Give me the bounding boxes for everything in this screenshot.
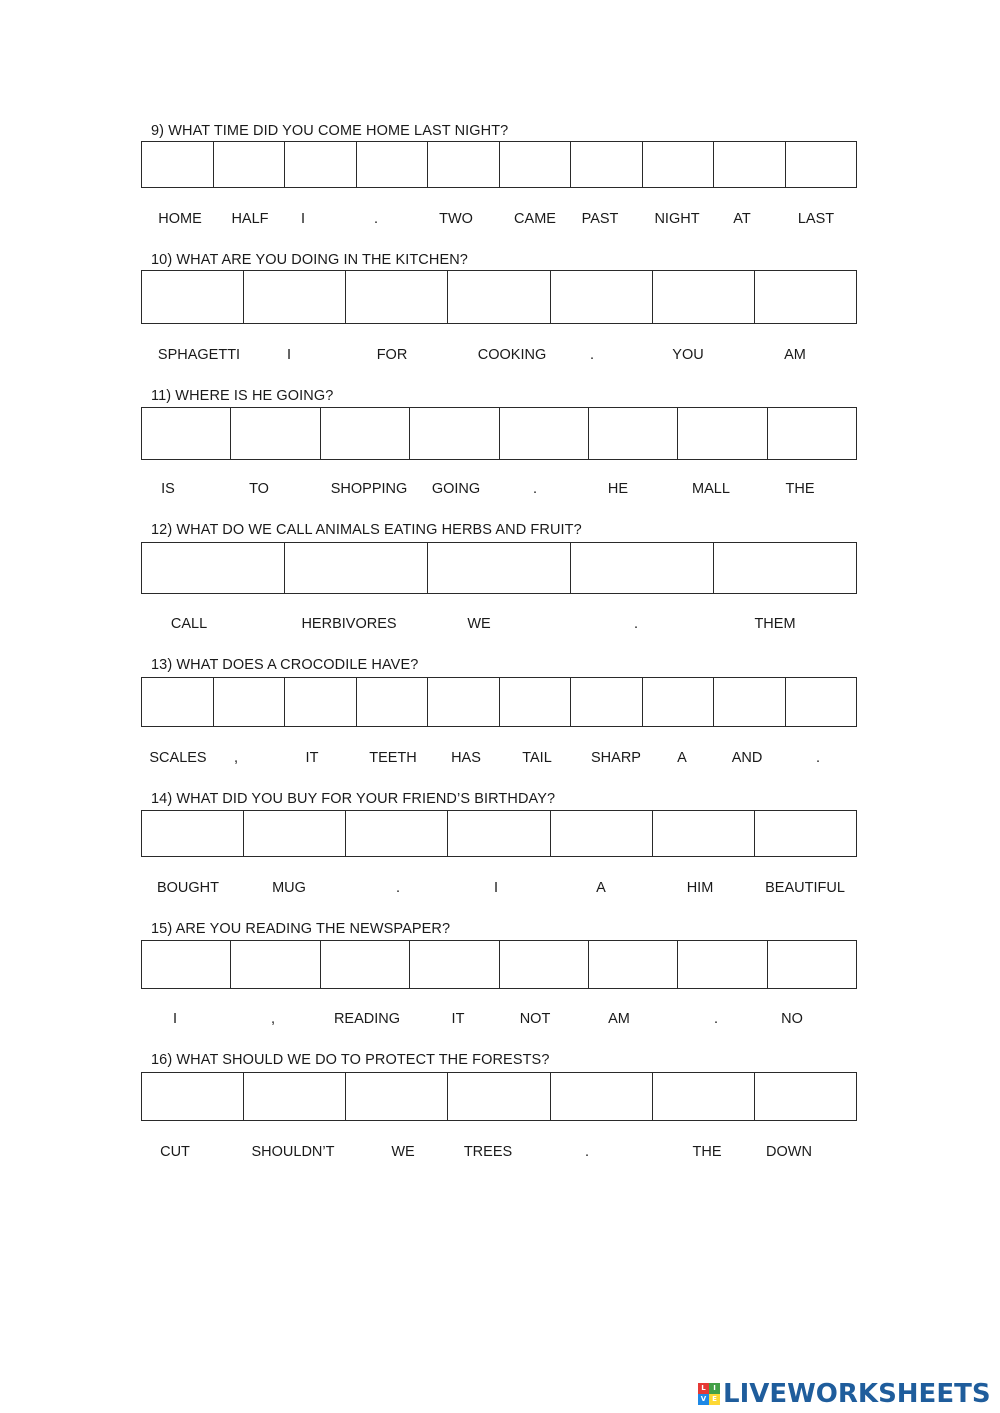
word-bank-10 <box>0 345 1000 365</box>
answer-boxes-15 <box>141 940 857 989</box>
answer-box[interactable] <box>653 1073 755 1120</box>
answer-box[interactable] <box>551 271 653 323</box>
answer-box[interactable] <box>142 1073 244 1120</box>
word-tile[interactable]: TWO <box>439 211 473 227</box>
word-tile[interactable]: TREES <box>463 1144 513 1160</box>
answer-box[interactable] <box>244 811 346 856</box>
word-tile[interactable]: HAS <box>451 750 481 766</box>
answer-box[interactable] <box>643 678 715 726</box>
word-tile[interactable]: . <box>584 1144 590 1160</box>
word-tile[interactable]: MALL <box>692 481 730 497</box>
word-tile[interactable]: THEM <box>754 616 796 632</box>
answer-box[interactable] <box>755 1073 856 1120</box>
word-tile[interactable]: HALF <box>231 211 269 227</box>
word-tile[interactable]: YOU <box>672 347 704 363</box>
question-14: 14) WHAT DID YOU BUY FOR YOUR FRIEND’S BIRTHDAY? <box>151 791 556 807</box>
answer-box[interactable] <box>357 142 429 187</box>
answer-boxes-11 <box>141 407 857 460</box>
word-bank-12 <box>0 614 1000 634</box>
word-bank-13 <box>0 748 1000 768</box>
word-tile[interactable]: HOME <box>158 211 202 227</box>
word-tile[interactable]: NOT <box>519 1011 551 1027</box>
word-tile[interactable]: GOING <box>431 481 481 497</box>
answer-box[interactable] <box>142 408 231 459</box>
word-tile[interactable]: CALL <box>170 616 208 632</box>
word-tile[interactable]: SPHAGETTI <box>157 347 241 363</box>
word-tile[interactable]: , <box>233 750 239 766</box>
answer-box[interactable] <box>231 408 320 459</box>
word-tile[interactable]: HIM <box>686 880 714 896</box>
word-tile[interactable]: PAST <box>581 211 619 227</box>
answer-box[interactable] <box>142 678 214 726</box>
answer-boxes-13 <box>141 677 857 727</box>
word-tile[interactable]: SHOULDN’T <box>251 1144 335 1160</box>
word-tile[interactable]: . <box>589 347 595 363</box>
answer-box[interactable] <box>768 408 856 459</box>
word-tile[interactable]: I <box>286 347 292 363</box>
answer-box[interactable] <box>768 941 856 988</box>
word-tile[interactable]: LAST <box>797 211 835 227</box>
question-15: 15) ARE YOU READING THE NEWSPAPER? <box>151 921 451 937</box>
answer-box[interactable] <box>755 271 856 323</box>
word-tile[interactable]: A <box>596 880 606 896</box>
word-tile[interactable]: . <box>815 750 821 766</box>
word-tile[interactable]: AM <box>608 1011 630 1027</box>
answer-box[interactable] <box>448 1073 550 1120</box>
logo-letter-i: I <box>709 1383 720 1394</box>
answer-box[interactable] <box>410 408 499 459</box>
answer-box[interactable] <box>142 811 244 856</box>
answer-box[interactable] <box>244 1073 346 1120</box>
answer-box[interactable] <box>346 271 448 323</box>
answer-box[interactable] <box>714 543 856 593</box>
answer-box[interactable] <box>285 543 428 593</box>
question-10: 10) WHAT ARE YOU DOING IN THE KITCHEN? <box>151 252 468 268</box>
word-tile[interactable]: . <box>633 616 639 632</box>
answer-box[interactable] <box>428 543 571 593</box>
word-tile[interactable]: . <box>373 211 379 227</box>
word-tile[interactable]: HE <box>607 481 629 497</box>
answer-box[interactable] <box>500 408 589 459</box>
answer-box[interactable] <box>551 1073 653 1120</box>
word-bank-15 <box>0 1009 1000 1029</box>
word-tile[interactable]: WE <box>467 616 491 632</box>
answer-box[interactable] <box>142 271 244 323</box>
word-tile[interactable]: NIGHT <box>654 211 700 227</box>
answer-box[interactable] <box>214 142 286 187</box>
answer-boxes-14 <box>141 810 857 857</box>
question-12: 12) WHAT DO WE CALL ANIMALS EATING HERBS AND FRUIT? <box>151 522 582 538</box>
answer-box[interactable] <box>321 408 410 459</box>
word-tile[interactable]: SHARP <box>591 750 641 766</box>
word-tile[interactable]: DOWN <box>766 1144 812 1160</box>
answer-box[interactable] <box>786 142 857 187</box>
word-bank-14 <box>0 878 1000 898</box>
answer-box[interactable] <box>678 408 767 459</box>
word-tile[interactable]: TAIL <box>522 750 552 766</box>
word-bank-16 <box>0 1142 1000 1162</box>
question-11: 11) WHERE IS HE GOING? <box>151 388 334 404</box>
word-tile[interactable]: READING <box>333 1011 401 1027</box>
question-9: 9) WHAT TIME DID YOU COME HOME LAST NIGHT? <box>151 123 509 139</box>
answer-box[interactable] <box>571 543 714 593</box>
word-tile[interactable]: . <box>395 880 401 896</box>
answer-box[interactable] <box>346 811 448 856</box>
brand-name: LIVEWORKSHEETS <box>723 1379 991 1409</box>
word-tile[interactable]: CAME <box>514 211 556 227</box>
logo-letter-l: L <box>698 1383 709 1394</box>
word-tile[interactable]: IS <box>161 481 175 497</box>
word-tile[interactable]: TO <box>249 481 269 497</box>
word-tile[interactable]: FOR <box>376 347 408 363</box>
answer-box[interactable] <box>321 941 410 988</box>
answer-box[interactable] <box>357 678 429 726</box>
word-tile[interactable]: AM <box>784 347 806 363</box>
liveworksheets-logo-icon <box>698 1383 720 1405</box>
answer-box[interactable] <box>142 941 231 988</box>
word-tile[interactable]: THE <box>692 1144 722 1160</box>
word-tile[interactable]: NO <box>781 1011 803 1027</box>
word-tile[interactable]: BEAUTIFUL <box>765 880 845 896</box>
word-tile[interactable]: IT <box>451 1011 465 1027</box>
answer-boxes-12 <box>141 542 857 594</box>
answer-box[interactable] <box>428 678 500 726</box>
answer-box[interactable] <box>500 142 572 187</box>
liveworksheets-logo <box>698 1379 991 1409</box>
word-tile[interactable]: MUG <box>272 880 306 896</box>
answer-box[interactable] <box>589 408 678 459</box>
answer-box[interactable] <box>500 678 572 726</box>
answer-box[interactable] <box>214 678 286 726</box>
answer-box[interactable] <box>653 811 755 856</box>
question-16: 16) WHAT SHOULD WE DO TO PROTECT THE FORESTS? <box>151 1052 550 1068</box>
word-tile[interactable]: I <box>172 1011 178 1027</box>
answer-box[interactable] <box>448 271 550 323</box>
logo-letter-e: E <box>709 1394 720 1405</box>
answer-box[interactable] <box>448 811 550 856</box>
word-tile[interactable]: . <box>532 481 538 497</box>
word-tile[interactable]: . <box>713 1011 719 1027</box>
answer-boxes-10 <box>141 270 857 324</box>
answer-box[interactable] <box>653 271 755 323</box>
answer-box[interactable] <box>589 941 678 988</box>
answer-box[interactable] <box>231 941 320 988</box>
word-tile[interactable]: SCALES <box>149 750 207 766</box>
answer-box[interactable] <box>346 1073 448 1120</box>
answer-box[interactable] <box>500 941 589 988</box>
word-tile[interactable]: WE <box>391 1144 415 1160</box>
word-bank-9 <box>0 209 1000 229</box>
word-tile[interactable]: AT <box>733 211 751 227</box>
answer-box[interactable] <box>410 941 499 988</box>
answer-box[interactable] <box>571 142 643 187</box>
answer-box[interactable] <box>714 142 786 187</box>
answer-box[interactable] <box>285 678 357 726</box>
answer-box[interactable] <box>755 811 856 856</box>
answer-box[interactable] <box>714 678 786 726</box>
word-bank-11 <box>0 479 1000 499</box>
word-tile[interactable]: I <box>493 880 499 896</box>
word-tile[interactable]: A <box>677 750 687 766</box>
answer-box[interactable] <box>643 142 715 187</box>
word-tile[interactable]: IT <box>305 750 319 766</box>
answer-box[interactable] <box>551 811 653 856</box>
word-tile[interactable]: TEETH <box>369 750 417 766</box>
answer-box[interactable] <box>571 678 643 726</box>
word-tile[interactable]: BOUGHT <box>156 880 220 896</box>
logo-letter-v: V <box>698 1394 709 1405</box>
answer-box[interactable] <box>142 543 285 593</box>
word-tile[interactable]: CUT <box>160 1144 190 1160</box>
answer-box[interactable] <box>428 142 500 187</box>
answer-box[interactable] <box>678 941 767 988</box>
word-tile[interactable]: HERBIVORES <box>301 616 397 632</box>
word-tile[interactable]: THE <box>785 481 815 497</box>
word-tile[interactable]: I <box>300 211 306 227</box>
word-tile[interactable]: SHOPPING <box>330 481 408 497</box>
answer-boxes-16 <box>141 1072 857 1121</box>
word-tile[interactable]: COOKING <box>477 347 547 363</box>
word-tile[interactable]: , <box>270 1011 276 1027</box>
question-13: 13) WHAT DOES A CROCODILE HAVE? <box>151 657 419 673</box>
answer-box[interactable] <box>285 142 357 187</box>
word-tile[interactable]: AND <box>731 750 763 766</box>
answer-boxes-9 <box>141 141 857 188</box>
answer-box[interactable] <box>244 271 346 323</box>
answer-box[interactable] <box>786 678 857 726</box>
answer-box[interactable] <box>142 142 214 187</box>
